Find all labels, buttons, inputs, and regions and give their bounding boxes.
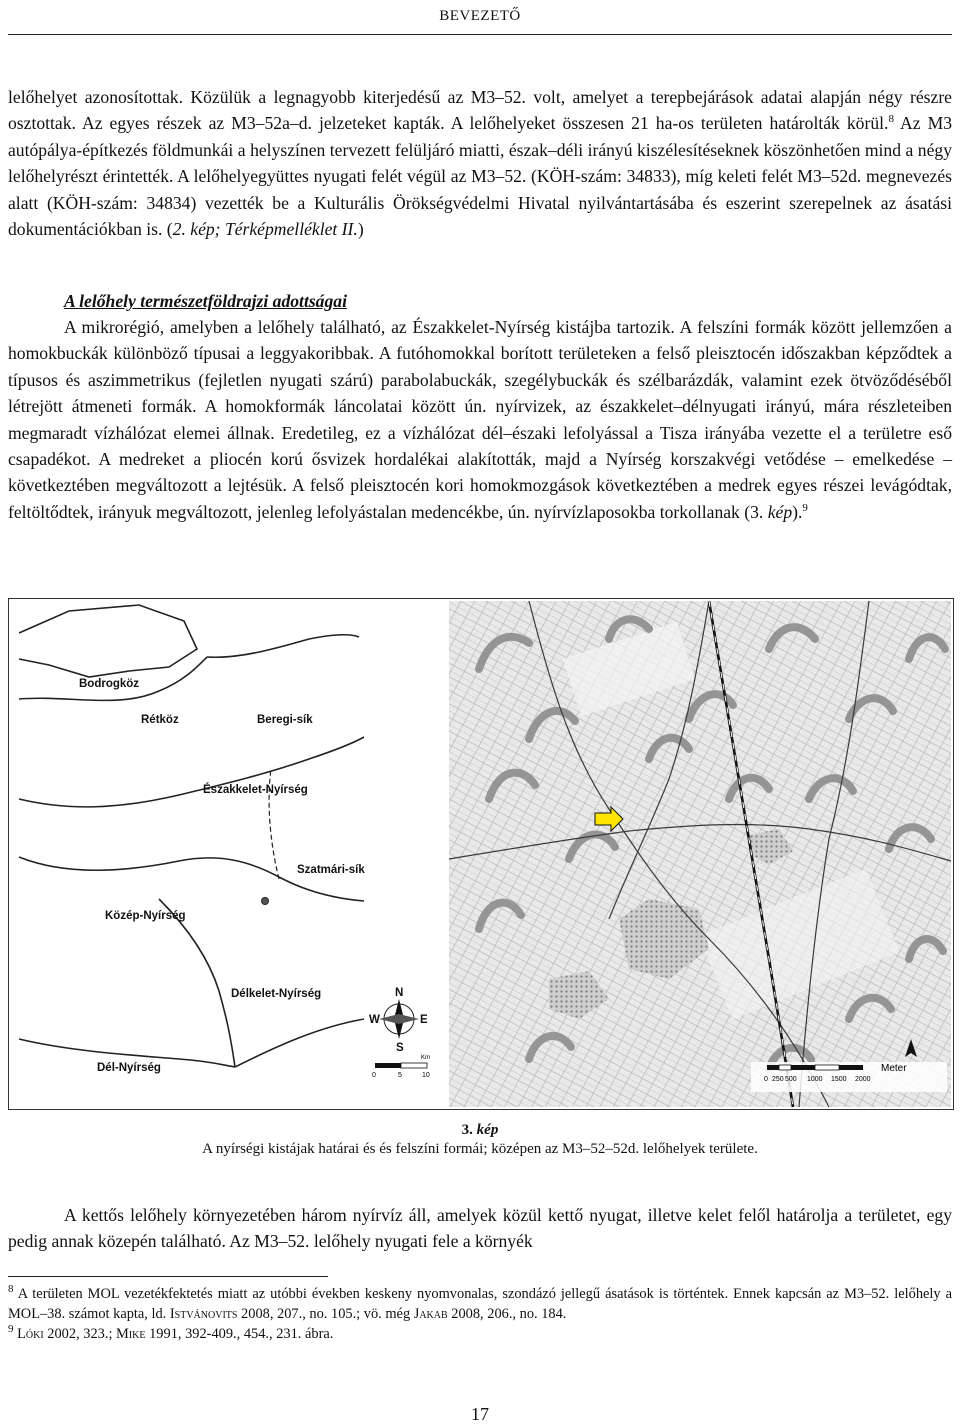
paragraph-1-text-b: Az M3 autópálya-építkezés földmunkái a helyszínen tervezett felüljáró miatti, észak–déli irányú kiszélesítéseknek köszönhetően mind a négy lelőhelyrészt érintették. A lelőhelyegyüttes nyugati felét végül az M3–52. (KÖH-szám: 34833), míg keleti felét M3–52d. megnevezés alatt (KÖH-szám: 34834) vezették be a Kulturális Örökségvédelmi Hivatal nyilvántartásába és eszerint szerepelnek az ásatási dokumentációkban is. ( bbox=[8, 113, 953, 240]
footnote-8-text-c: 2008, 206., no. 184. bbox=[447, 1306, 567, 1322]
footnote-rule bbox=[8, 1276, 328, 1277]
scale-m-tick-1000: 1000 bbox=[807, 1076, 823, 1083]
scale-km-tick-5: 5 bbox=[398, 1072, 402, 1079]
footnote-8-text-a: A területen MOL vezetékfektetés miatt az utóbbi években keskeny nyomvonalas, szondázó jellegű ásatások is történtek. Ennek kapcsán az M3–52. lelőhely a MOL–38. számot kapta, ld. bbox=[8, 1286, 952, 1322]
region-label-del-nyirseg: Dél-Nyírség bbox=[97, 1062, 161, 1074]
paragraph-1-text-a: lelőhelyet azonosítottak. Közülük a legnagyobb kiterjedésű az M3–52. volt, amelyet a terepbejárások adatai alapján négy részre osztottak. Az egyes részek az M3–52a–d. jelzeteket kapták. A lelőhelyeket összesen 21 ha-os területen határolták körül. bbox=[8, 87, 952, 134]
scale-m-tick-1500: 1500 bbox=[831, 1076, 847, 1083]
paragraph-2-text-a: A mikrorégió, amelyben a lelőhely található, az Északkelet-Nyírség kistájba tartozik. A felszíni formák között jellemzően a homokbuckák különböző típusai a leggyakoribbak. A futóhomokkal borított területeken a felső pleisztocén időszakban képződtek a típusos és aszimmetrikus (fejletlen nyugati szárú) parabolabuckák, szegélybuckák és szélbarázdák, valamint ezek ötvöződéséből létrejött átmeneti formák. A homokformák láncolatai között ún. nyírvizek, az északkelet–délnyugati irányú, mára részleteiben megmaradt vízhálózat elemei állnak. Eredetileg, ez a vízhálózat dél–északi lefolyással a Tisza irányába vezette el a területre eső csapadékot. A medreket a pliocén korú ősvizek hordalékai alakították, majd a Nyírség korszakvégi vetődése – emelkedése – következtében megváltozott a lejtésük. A felső pleisztocén kori homokmozgások következtében a medrek egyes részei levágódtak, feltöltődtek, irányuk megváltozott, jelenleg lefolyástalan medencékbe, ún. nyírvízlaposokba torkollanak (3. bbox=[8, 317, 952, 522]
scale-km-unit: Km bbox=[421, 1055, 430, 1061]
region-label-szatmari-sik: Szatmári-sík bbox=[297, 864, 365, 876]
compass-w: W bbox=[369, 1014, 380, 1026]
compass-rose bbox=[369, 987, 428, 1054]
figure-map bbox=[8, 598, 954, 1110]
header-rule bbox=[8, 34, 952, 35]
footnote-9-text-a: 2002, 323.; bbox=[43, 1326, 117, 1342]
paragraph-1-text-c: ) bbox=[357, 219, 364, 240]
scale-km-tick-10: 10 bbox=[422, 1072, 430, 1079]
compass-e: E bbox=[420, 1014, 428, 1026]
author-mike: Mike bbox=[116, 1326, 146, 1342]
region-labels bbox=[79, 678, 365, 1074]
page-number: 17 bbox=[471, 1404, 489, 1424]
paragraph-2-text-c: ). bbox=[792, 501, 803, 522]
footnote-9-text-b: 1991, 392-409., 454., 231. ábra. bbox=[145, 1326, 334, 1342]
footnote-ref-8[interactable]: 8 bbox=[888, 113, 894, 126]
figure-caption-text: A nyírségi kistájak határai és és felszíni formái; középen az M3–52–52d. lelőhelyek területe. bbox=[202, 1141, 758, 1157]
scale-m-tick-500: 500 bbox=[785, 1076, 797, 1083]
footnote-8 bbox=[8, 1284, 952, 1324]
region-label-beregi-sik: Beregi-sík bbox=[257, 714, 313, 726]
paragraph-3: A kettős lelőhely környezetében három nyírvíz áll, amelyek közül kettő nyugat, illetve kelet felől határolja a területet, egy pedig annak közepén található. Az M3–52. lelőhely nyugati fele a környék bbox=[8, 1205, 952, 1252]
figure-reference: 2. kép; Térképmelléklet II. bbox=[172, 219, 358, 240]
paragraph-2 bbox=[8, 314, 952, 525]
footnote-8-text-b: 2008, 207., no. 105.; vö. még bbox=[237, 1306, 414, 1322]
footnote-9 bbox=[8, 1324, 952, 1344]
scale-m-tick-2000: 2000 bbox=[855, 1076, 871, 1083]
compass-s: S bbox=[396, 1042, 404, 1054]
footnote-8-number: 8 bbox=[8, 1283, 14, 1296]
region-label-retkoz: Rétköz bbox=[141, 714, 179, 726]
scale-km-tick-0: 0 bbox=[372, 1072, 376, 1079]
figure-caption-number bbox=[0, 1122, 960, 1139]
section-title: A lelőhely természetföldrajzi adottságai bbox=[64, 291, 347, 311]
author-istvanovits: Istvánovits bbox=[169, 1306, 238, 1322]
scale-m-tick-0: 0 bbox=[764, 1076, 768, 1083]
compass-n: N bbox=[395, 987, 404, 999]
running-head: BEVEZETŐ bbox=[439, 8, 521, 24]
caption-number: 3. bbox=[461, 1122, 473, 1138]
footnote-ref-9[interactable]: 9 bbox=[802, 501, 808, 514]
scale-bar-km bbox=[372, 1055, 430, 1079]
region-label-delkelet-nyirseg: Délkelet-Nyírség bbox=[231, 988, 322, 1000]
author-loki: Lóki bbox=[17, 1326, 44, 1342]
footnotes bbox=[8, 1284, 952, 1344]
author-jakab: Jakab bbox=[413, 1306, 448, 1322]
footnote-9-number: 9 bbox=[8, 1323, 14, 1336]
figure-reference-kep: kép bbox=[767, 501, 793, 522]
scale-m-tick-250: 250 bbox=[772, 1076, 784, 1083]
region-label-bodrogkoz: Bodrogköz bbox=[79, 678, 140, 690]
paragraph-1 bbox=[8, 84, 952, 242]
region-label-eszakkelet-nyirseg: Északkelet-Nyírség bbox=[203, 784, 308, 796]
region-label-kozep-nyirseg: Közép-Nyírség bbox=[105, 910, 186, 922]
scale-m-unit: Meter bbox=[881, 1063, 907, 1074]
caption-kep: kép bbox=[476, 1122, 499, 1138]
terrain-map bbox=[449, 601, 951, 1107]
